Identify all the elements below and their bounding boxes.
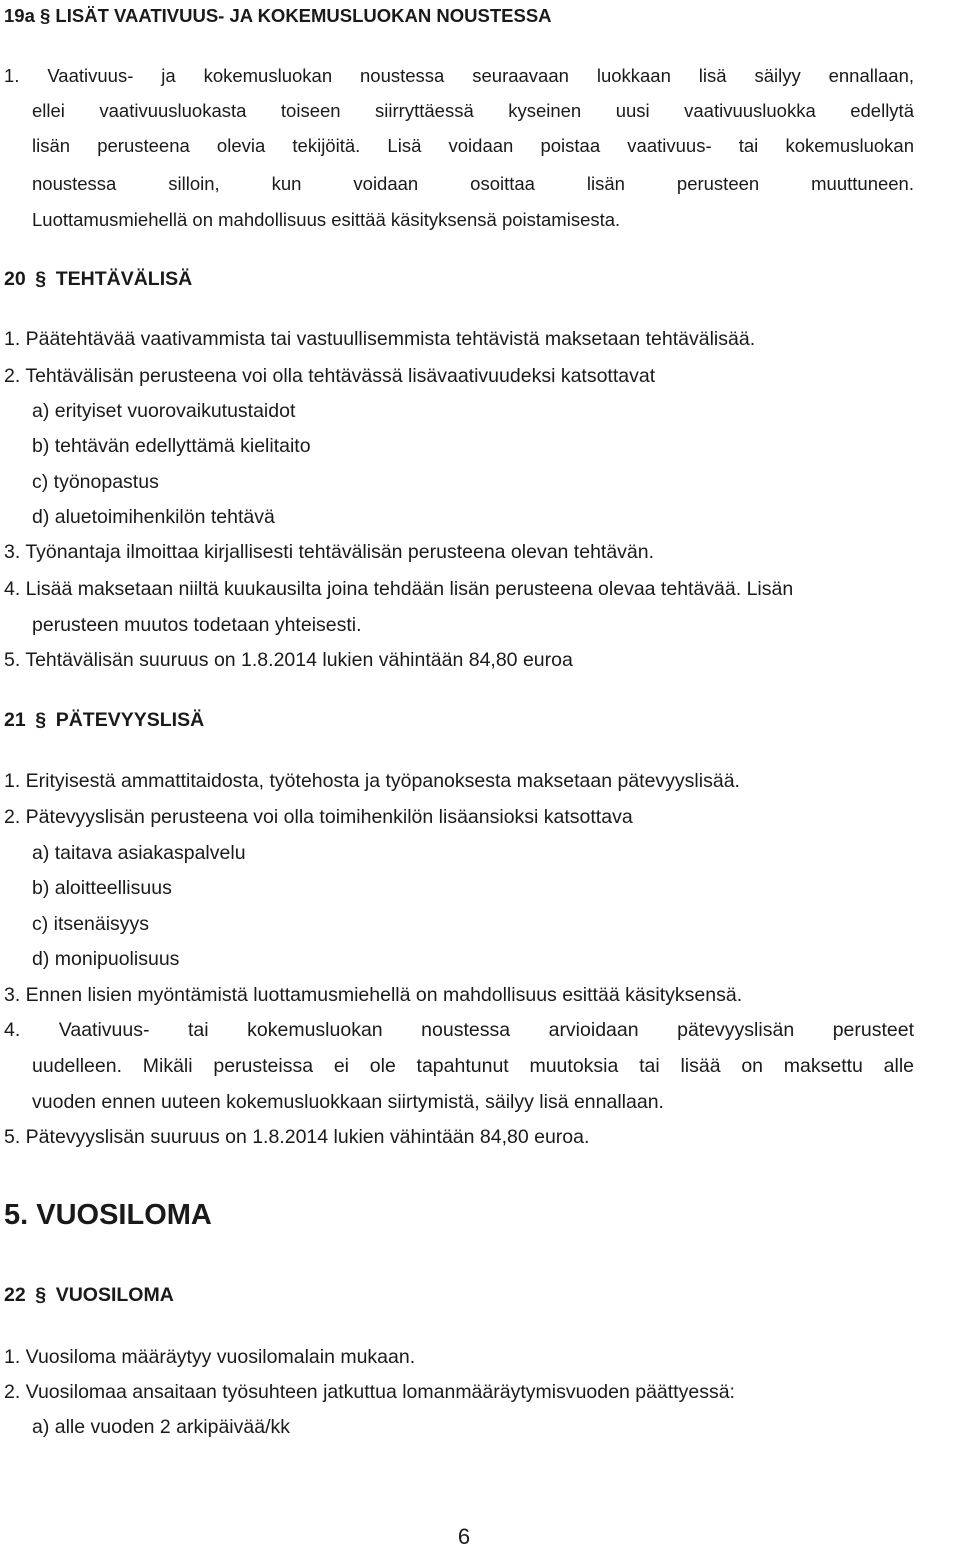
section-20-number: 20 [4, 268, 26, 290]
section-20-sub-b: b) tehtävän edellyttämä kielitaito [32, 435, 311, 457]
section-symbol: § [35, 709, 47, 731]
section-21-item-2: 2. Pätevyyslisän perusteena voi olla toimihenkilön lisäansioksi katsottava [4, 806, 633, 828]
section-19a-line-5: Luottamusmiehellä on mahdollisuus esittää käsityksensä poistamisesta. [32, 209, 621, 230]
section-22-item-2: 2. Vuosilomaa ansaitaan työsuhteen jatkuttua lomanmääräytymisvuoden päättyessä: [4, 1381, 735, 1403]
section-19a-heading: 19a § LISÄT VAATIVUUS- JA KOKEMUSLUOKAN NOUSTESSA [4, 5, 552, 26]
section-21-sub-b: b) aloitteellisuus [32, 877, 172, 899]
section-21-number: 21 [4, 709, 26, 731]
section-20-sub-a: a) erityiset vuorovaikutustaidot [32, 400, 296, 422]
section-20-item-2: 2. Tehtävälisän perusteena voi olla tehtävässä lisävaativuudeksi katsottavat [4, 365, 656, 387]
section-21-item-4-cont-1: uudelleen. Mikäli perusteissa ei ole tapahtunut muutoksia tai lisää on maksettu alle [32, 1055, 914, 1077]
section-19a-line-3: lisän perusteena olevia tekijöitä. Lisä voidaan poistaa vaativuus- tai kokemusluokan [32, 135, 914, 156]
section-20-title: TEHTÄVÄLISÄ [55, 268, 193, 290]
section-22-item-1: 1. Vuosiloma määräytyy vuosilomalain mukaan. [4, 1346, 416, 1368]
section-22-sub-a: a) alle vuoden 2 arkipäivää/kk [32, 1416, 290, 1438]
section-20-item-3: 3. Työnantaja ilmoittaa kirjallisesti tehtävälisän perusteena olevan tehtävän. [4, 541, 655, 563]
section-21-sub-a: a) taitava asiakaspalvelu [32, 842, 246, 864]
section-21-item-5: 5. Pätevyyslisän suuruus on 1.8.2014 lukien vähintään 84,80 euroa. [4, 1126, 590, 1148]
section-20-item-5: 5. Tehtävälisän suuruus on 1.8.2014 lukien vähintään 84,80 euroa [4, 649, 573, 671]
section-21-sub-d: d) monipuolisuus [32, 948, 180, 970]
section-21-item-3: 3. Ennen lisien myöntämistä luottamusmiehellä on mahdollisuus esittää käsityksensä. [4, 984, 743, 1006]
section-20-sub-d: d) aluetoimihenkilön tehtävä [32, 506, 275, 528]
section-19a-line-4: noustessa silloin, kun voidaan osoittaa lisän perusteen muuttuneen. [32, 173, 914, 194]
section-20-item-4: 4. Lisää maksetaan niiltä kuukausilta joina tehdään lisän perusteena olevaa tehtävää. Lisän [4, 578, 794, 600]
section-21-sub-c: c) itsenäisyys [32, 913, 150, 935]
page-number: 6 [457, 1524, 471, 1549]
section-21-item-4: 4. Vaativuus- tai kokemusluokan noustessa arvioidaan pätevyyslisän perusteet [4, 1019, 914, 1041]
section-19a-line-2: ellei vaativuusluokasta toiseen siirryttäessä kyseinen uusi vaativuusluokka edellytä [32, 100, 914, 121]
section-22-title: VUOSILOMA [55, 1284, 174, 1306]
chapter-5-title: 5. VUOSILOMA [4, 1199, 212, 1231]
section-21-item-1: 1. Erityisestä ammattitaidosta, työtehosta ja työpanoksesta maksetaan pätevyyslisää. [4, 770, 740, 792]
section-20-item-4-cont: perusteen muutos todetaan yhteisesti. [32, 614, 362, 636]
section-22-number: 22 [4, 1284, 26, 1306]
section-22-heading [4, 1283, 174, 1307]
section-21-item-4-cont-2: vuoden ennen uuteen kokemusluokkaan siirtymistä, säilyy lisä ennallaan. [32, 1091, 664, 1113]
section-21-title: PÄTEVYYSLISÄ [55, 709, 205, 731]
section-20-heading [4, 267, 192, 291]
section-21-heading [4, 708, 204, 732]
section-20-sub-c: c) työnopastus [32, 471, 159, 493]
section-20-item-1: 1. Päätehtävää vaativammista tai vastuullisemmista tehtävistä maksetaan tehtävälisää. [4, 328, 756, 350]
section-symbol: § [35, 1284, 47, 1306]
section-symbol: § [35, 268, 47, 290]
section-19a-line-1: 1. Vaativuus- ja kokemusluokan noustessa seuraavaan luokkaan lisä säilyy ennallaan, [4, 65, 914, 86]
